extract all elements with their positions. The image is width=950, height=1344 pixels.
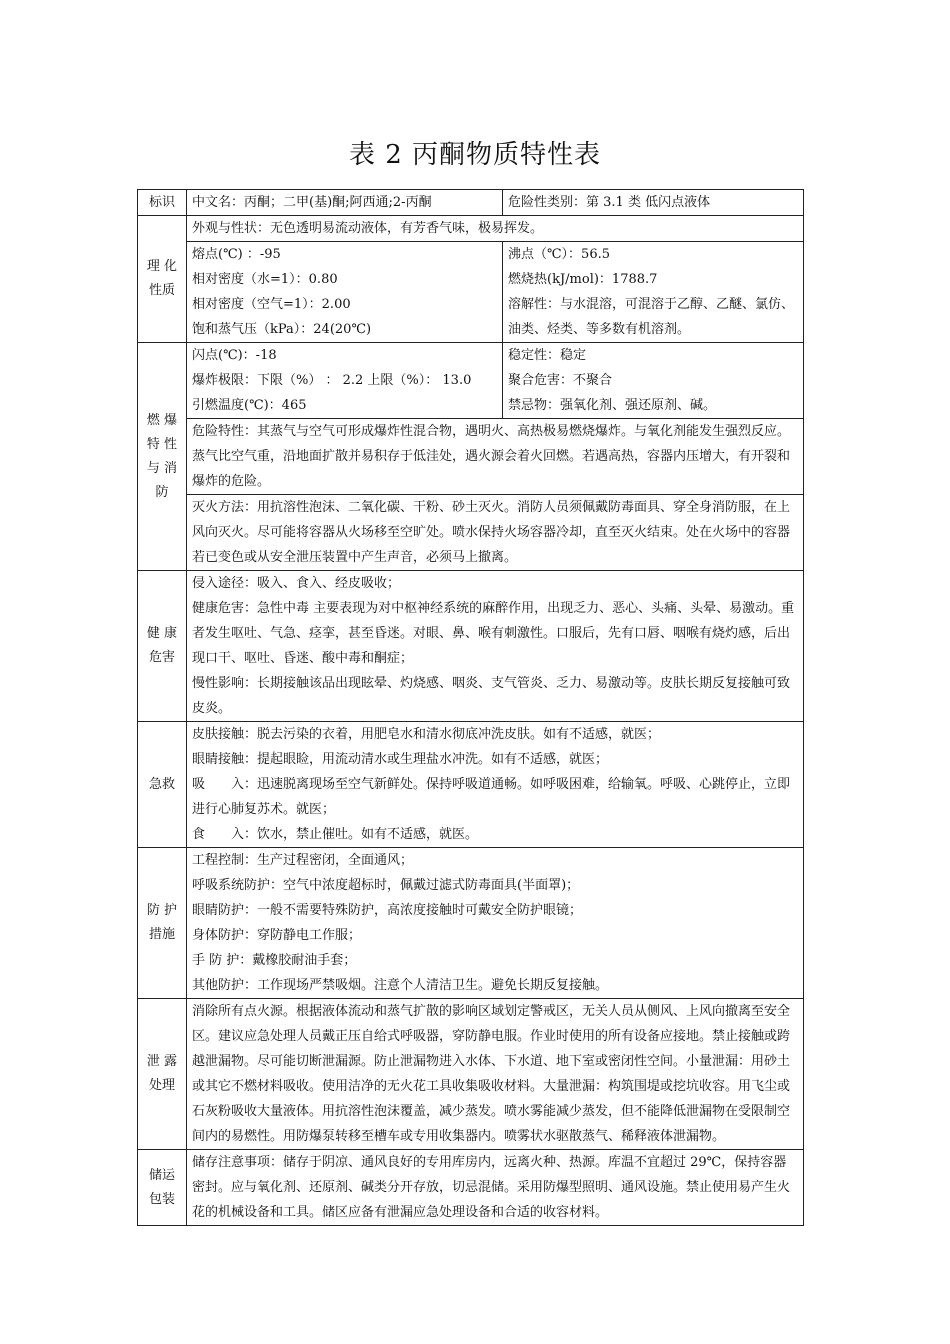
combustion-heat: 燃烧热(kJ/mol)：1788.7: [508, 272, 658, 287]
ignition-temperature: 引燃温度(℃)：465: [192, 398, 307, 413]
hazard-class-cell: 危险性类别：第 3.1 类 低闪点液体: [503, 190, 804, 216]
cat-health: 健 康 危害: [138, 571, 187, 722]
explosion-limits: 爆炸极限：下限（%） ： 2.2 上限（%）： 13.0: [192, 373, 472, 388]
chinese-name-cell: 中文名：丙酮；二甲(基)酮;阿西通;2-丙酮: [187, 190, 503, 216]
row-leak: [138, 999, 804, 1150]
eye-protection: 眼睛防护：一般不需要特殊防护，高浓度接触时可戴安全防护眼镜；: [192, 903, 583, 918]
engineering-control: 工程控制：生产过程密闭，全面通风；: [192, 853, 414, 868]
vapor-pressure: 饱和蒸气压（kPa）：24(20℃): [192, 322, 372, 337]
other-protection: 其他防护：工作现场严禁吸烟。注意个人清洁卫生。避免长期反复接触。: [192, 978, 609, 993]
cat-identity: 标识: [138, 190, 187, 216]
row-fire-values: [138, 343, 804, 419]
relative-density-water: 相对密度（水=1）：0.80: [192, 272, 338, 287]
respiratory-protection: 呼吸系统防护：空气中浓度超标时，佩戴过滤式防毒面具(半面罩)；: [192, 878, 580, 893]
row-firstaid: [138, 722, 804, 848]
row-storage: [138, 1150, 804, 1226]
cat-fire: 燃 爆 特 性 与 消 防: [138, 343, 187, 571]
hazard-characteristics-cell: 危险特性：其蒸气与空气可形成爆炸性混合物，遇明火、高热极易燃烧爆炸。与氧化剂能发生强烈反应。蒸气比空气重，沿地面扩散并易积存于低洼处，遇火源会着火回燃。若遇高热，容器内压增大，有开裂和爆炸的危险。: [187, 419, 804, 495]
physchem-right-cell: [503, 242, 804, 343]
chronic-effects: 慢性影响：长期接触该品出现眩晕、灼烧感、咽炎、支气管炎、乏力、易激动等。皮肤长期反复接触可致皮炎。: [192, 676, 791, 716]
cat-firstaid: 急救: [138, 722, 187, 848]
boiling-point: 沸点（℃）：56.5: [508, 247, 610, 262]
exposure-routes: 侵入途径：吸入、食入、经皮吸收；: [192, 576, 401, 591]
cat-leak: 泄 露 处理: [138, 999, 187, 1150]
extinguishing-method-cell: 灭火方法：用抗溶性泡沫、二氧化碳、干粉、砂土灭火。消防人员须佩戴防毒面具、穿全身消防服，在上风向灭火。尽可能将容器从火场移至空旷处。喷水保持火场容器冷却，直至灭火结束。处在火场中的容器若已变色或从安全泄压装置中产生声音，必须马上撤离。: [187, 495, 804, 571]
protection-cell: [187, 848, 804, 999]
firstaid-cell: [187, 722, 804, 848]
row-identity: [138, 190, 804, 216]
melting-point: 熔点(℃) ：-95: [192, 247, 281, 262]
ingestion: 食 入：饮水，禁止催吐。如有不适感，就医。: [192, 827, 479, 842]
row-fire-extinguish: [138, 495, 804, 571]
health-cell: [187, 571, 804, 722]
cat-storage: 储运 包装: [138, 1150, 187, 1226]
inhalation: 吸 入：迅速脱离现场至空气新鲜处。保持呼吸道通畅。如呼吸困难，给输氧。呼吸、心跳停止，立即进行心肺复苏术。就医；: [192, 777, 791, 817]
hand-protection: 手 防 护：戴橡胶耐油手套；: [192, 953, 357, 968]
solubility: 溶解性：与水混溶，可混溶于乙醇、乙醚、氯仿、油类、烃类、等多数有机溶剂。: [508, 297, 795, 337]
properties-table: [137, 189, 804, 1226]
skin-contact: 皮肤接触：脱去污染的衣着，用肥皂水和清水彻底冲洗皮肤。如有不适感，就医；: [192, 727, 661, 742]
row-physchem-appearance: [138, 216, 804, 242]
storage-cell: 储存注意事项：储存于阴凉、通风良好的专用库房内，远离火种、热源。库温不宜超过 29℃，保持容器密封。应与氧化剂、还原剂、碱类分开存放，切忌混储。采用防爆型照明、通风设施。禁止使用易产生火花的机械设备和工具。储区应备有泄漏应急处理设备和合适的收容材料。: [187, 1150, 804, 1226]
relative-density-air: 相对密度（空气=1）：2.00: [192, 297, 351, 312]
row-protection: [138, 848, 804, 999]
eye-contact: 眼睛接触：提起眼睑，用流动清水或生理盐水冲洗。如有不适感，就医；: [192, 752, 609, 767]
stability: 稳定性：稳定: [508, 348, 587, 363]
leak-cell: 消除所有点火源。根据液体流动和蒸气扩散的影响区域划定警戒区，无关人员从侧风、上风向撤离至安全区。建议应急处理人员戴正压自给式呼吸器，穿防静电服。作业时使用的所有设备应接地。禁止接触或跨越泄漏物。尽可能切断泄漏源。防止泄漏物进入水体、下水道、地下室或密闭性空间。小量泄漏：用砂土或其它不燃材料吸收。使用洁净的无火花工具收集吸收材料。大量泄漏：构筑围堤或挖坑收容。用飞尘或石灰粉吸收大量液体。用抗溶性泡沫覆盖，减少蒸发。喷水雾能减少蒸发，但不能降低泄漏物在受限制空间内的易燃性。用防爆泵转移至槽车或专用收集器内。喷雾状水驱散蒸气、稀释液体泄漏物。: [187, 999, 804, 1150]
incompatible-materials: 禁忌物：强氧化剂、强还原剂、碱。: [508, 398, 717, 413]
row-health: [138, 571, 804, 722]
row-physchem-values: [138, 242, 804, 343]
physchem-left-cell: [187, 242, 503, 343]
cat-protection: 防 护 措施: [138, 848, 187, 999]
cat-physchem: 理 化 性质: [138, 216, 187, 343]
body-protection: 身体防护：穿防静电工作服；: [192, 928, 362, 943]
health-hazards: 健康危害：急性中毒 主要表现为对中枢神经系统的麻醉作用，出现乏力、恶心、头痛、头晕、易激动。重者发生呕吐、气急、痉挛，甚至昏迷。对眼、鼻、喉有刺激性。口服后，先有口唇、咽喉有烧灼感，后出现口干、呕吐、昏迷、酸中毒和酮症；: [192, 601, 795, 666]
page-title: 表 2 丙酮物质特性表: [348, 140, 602, 170]
polymerization-hazard: 聚合危害：不聚合: [508, 373, 613, 388]
appearance-cell: 外观与性状：无色透明易流动液体，有芳香气味，极易挥发。: [187, 216, 804, 242]
fire-right-cell: [503, 343, 804, 419]
flash-point: 闪点(℃)：-18: [192, 348, 277, 363]
fire-left-cell: [187, 343, 503, 419]
row-fire-hazard: [138, 419, 804, 495]
